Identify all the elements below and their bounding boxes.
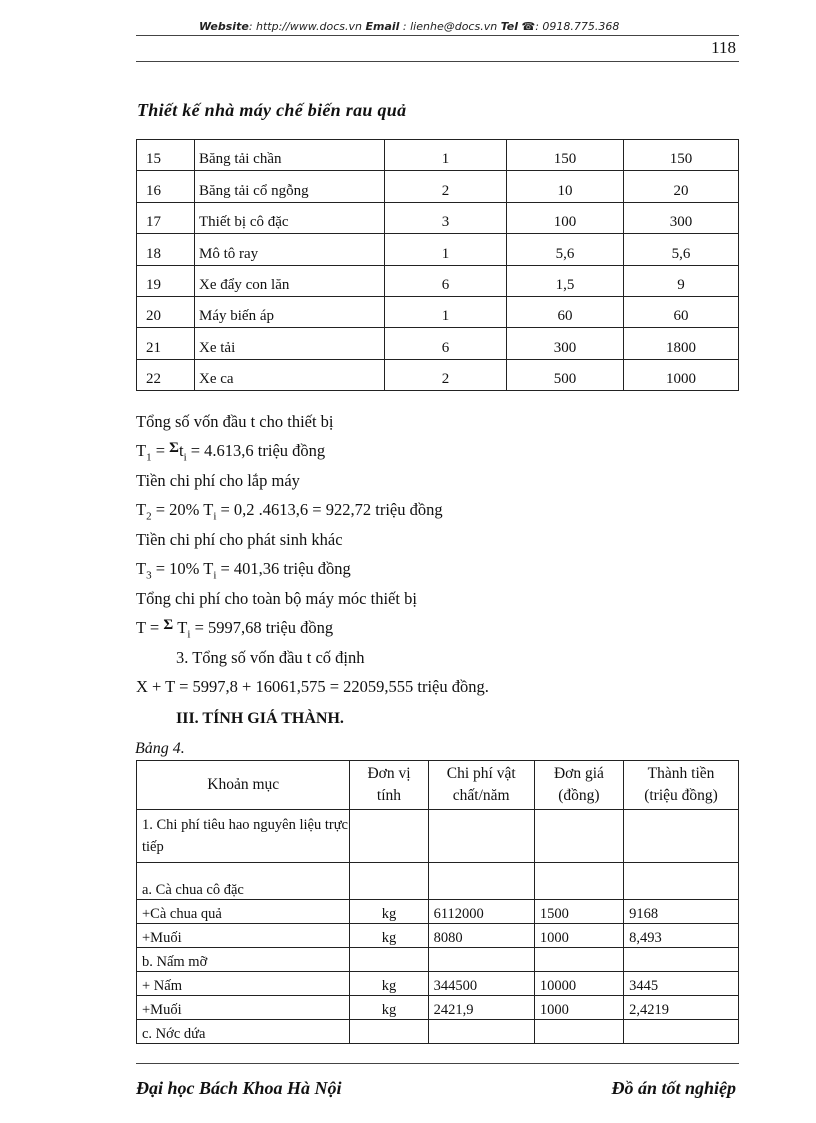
calc-line-8: T = Σ $T_i = 5997,68$ triệu đồng: [136, 617, 334, 641]
cost-price-cell: [534, 1020, 623, 1044]
table-row: [137, 924, 739, 948]
footer-rule: [136, 1063, 739, 1064]
sigma-symbol: Σ: [163, 617, 174, 633]
total-price: 9: [624, 265, 739, 296]
table-row: [137, 265, 739, 296]
equipment-table: [136, 139, 739, 391]
total-price: 60: [624, 296, 739, 327]
cost-price-cell: [534, 863, 623, 900]
cost-qty-cell: [428, 810, 534, 863]
cost-item-cell: +Muối: [137, 924, 350, 948]
unit-price: 60: [507, 296, 624, 327]
calc-line-6: $T_3 = 10\%$ $T_i = 401,36$ triệu đồng: [136, 559, 351, 582]
column-header: Thành tiền (triệu đồng): [624, 761, 739, 810]
cost-qty-cell: [428, 863, 534, 900]
row-number: 17: [137, 202, 195, 233]
table-row: [137, 202, 739, 233]
table-row: [137, 359, 739, 390]
cost-item-cell: + Nấm: [137, 972, 350, 996]
column-header: Chi phí vật chất/năm: [428, 761, 534, 810]
column-header: Đơn vị tính: [350, 761, 428, 810]
equipment-name: Mô tô ray: [195, 234, 385, 265]
cost-item-cell: c. Nớc dứa: [137, 1020, 350, 1044]
phone-icon: ☎: [521, 20, 536, 33]
cost-price-cell: 1000: [534, 996, 623, 1020]
calc-line-3: Tiền chi phí cho lắp máy: [136, 471, 300, 490]
row-number: 20: [137, 296, 195, 327]
equipment-name: Xe tải: [195, 328, 385, 359]
quantity: 1: [385, 234, 507, 265]
cost-total-cell: [624, 863, 739, 900]
sigma-symbol: Σ: [169, 440, 179, 456]
cost-unit-cell: kg: [350, 972, 428, 996]
table-caption: Bảng 4.: [135, 740, 185, 757]
cost-price-cell: [534, 948, 623, 972]
total-price: 5,6: [624, 234, 739, 265]
header-top-rule: [136, 35, 739, 36]
calc-line-2: $T_1 = \Sigma t_i = 4.613,6$ triệu đồng: [136, 440, 326, 464]
unit-price: 300: [507, 328, 624, 359]
tel-label: Tel: [500, 20, 519, 33]
quantity: 1: [385, 140, 507, 171]
header-contact-line: [199, 20, 619, 33]
cost-unit-cell: kg: [350, 900, 428, 924]
quantity: 6: [385, 328, 507, 359]
cost-total-cell: 3445: [624, 972, 739, 996]
website-value[interactable]: : http://www.docs.vn: [248, 20, 362, 33]
cost-unit-cell: [350, 810, 428, 863]
table-row: [137, 171, 739, 202]
cost-item-cell: +Muối: [137, 996, 350, 1020]
table-row: [137, 900, 739, 924]
quantity: 3: [385, 202, 507, 233]
cost-qty-cell: [428, 1020, 534, 1044]
quantity: 1: [385, 296, 507, 327]
table-row: [137, 810, 739, 863]
unit-price: 5,6: [507, 234, 624, 265]
quantity: 6: [385, 265, 507, 296]
cost-item-cell: b. Nấm mỡ: [137, 948, 350, 972]
cost-qty-cell: 344500: [428, 972, 534, 996]
email-value[interactable]: : lienhe@docs.vn: [402, 20, 498, 33]
cost-price-cell: 1000: [534, 924, 623, 948]
cost-unit-cell: kg: [350, 924, 428, 948]
column-header: Khoản mục: [137, 761, 350, 810]
cost-qty-cell: 6112000: [428, 900, 534, 924]
row-number: 15: [137, 140, 195, 171]
equipment-name: Băng tải cổ ngỗng: [195, 171, 385, 202]
quantity: 2: [385, 171, 507, 202]
table-row: [137, 1020, 739, 1044]
total-price: 150: [624, 140, 739, 171]
total-price: 1800: [624, 328, 739, 359]
total-price: 1000: [624, 359, 739, 390]
cost-total-cell: [624, 948, 739, 972]
equipment-name: Băng tải chần: [195, 140, 385, 171]
total-price: 20: [624, 171, 739, 202]
cost-qty-cell: 2421,9: [428, 996, 534, 1020]
row-number: 19: [137, 265, 195, 296]
header-bottom-rule: [136, 61, 739, 62]
equipment-name: Xe ca: [195, 359, 385, 390]
website-label: Website: [199, 20, 249, 33]
column-header: Đơn giá (đồng): [534, 761, 623, 810]
calc-line-7: Tổng chi phí cho toàn bộ máy móc thiết bị: [136, 589, 417, 608]
tel-value: : 0918.775.368: [535, 20, 620, 33]
cost-price-cell: 1500: [534, 900, 623, 924]
cost-qty-cell: 8080: [428, 924, 534, 948]
table-row: [137, 863, 739, 900]
cost-item-cell: a. Cà chua cô đặc: [137, 863, 350, 900]
cost-unit-cell: kg: [350, 996, 428, 1020]
row-number: 16: [137, 171, 195, 202]
cost-price-cell: [534, 810, 623, 863]
equipment-name: Máy biến áp: [195, 296, 385, 327]
row-number: 18: [137, 234, 195, 265]
cost-item-cell: +Cà chua quả: [137, 900, 350, 924]
cost-table: [136, 760, 739, 1044]
quantity: 2: [385, 359, 507, 390]
unit-price: 150: [507, 140, 624, 171]
cost-qty-cell: [428, 948, 534, 972]
footer-university: Đại học Bách Khoa Hà Nội: [136, 1078, 342, 1098]
cost-total-cell: 9168: [624, 900, 739, 924]
page-number: 118: [711, 38, 736, 57]
email-label: Email: [365, 20, 400, 33]
section-heading: III. TÍNH GIÁ THÀNH.: [176, 710, 344, 727]
cost-price-cell: 10000: [534, 972, 623, 996]
cost-unit-cell: [350, 948, 428, 972]
calc-line-10: X + T = 5997,8 + 16061,575 = 22059,555 triệu đồng.: [136, 677, 489, 696]
row-number: 21: [137, 328, 195, 359]
table-row: [137, 328, 739, 359]
total-price: 300: [624, 202, 739, 233]
table-row: [137, 996, 739, 1020]
table-row: [137, 296, 739, 327]
cost-unit-cell: [350, 1020, 428, 1044]
unit-price: 100: [507, 202, 624, 233]
cost-unit-cell: [350, 863, 428, 900]
table-row: [137, 140, 739, 171]
cost-total-cell: [624, 1020, 739, 1044]
table-row: [137, 948, 739, 972]
calc-line-5: Tiền chi phí cho phát sinh khác: [136, 530, 343, 549]
calc-line-9: 3. Tổng số vốn đầu t cố định: [176, 648, 365, 667]
unit-price: 1,5: [507, 265, 624, 296]
row-number: 22: [137, 359, 195, 390]
cost-item-cell: 1. Chi phí tiêu hao nguyên liệu trực tiếp: [137, 810, 350, 863]
document-title: Thiết kế nhà máy chế biến rau quả: [137, 100, 407, 120]
cost-total-cell: 8,493: [624, 924, 739, 948]
cost-total-cell: 2,4219: [624, 996, 739, 1020]
equipment-name: Thiết bị cô đặc: [195, 202, 385, 233]
calc-line-4: $T_2 = 20\%$ $T_i = 0,2$ .4613,6 = 922,72 triệu đồng: [136, 500, 443, 523]
calc-line-1: Tổng số vốn đầu t cho thiết bị: [136, 412, 334, 431]
table-row: [137, 234, 739, 265]
cost-total-cell: [624, 810, 739, 863]
unit-price: 500: [507, 359, 624, 390]
footer-thesis-label: Đồ án tốt nghiệp: [611, 1078, 736, 1098]
unit-price: 10: [507, 171, 624, 202]
equipment-name: Xe đẩy con lăn: [195, 265, 385, 296]
table-row: [137, 972, 739, 996]
